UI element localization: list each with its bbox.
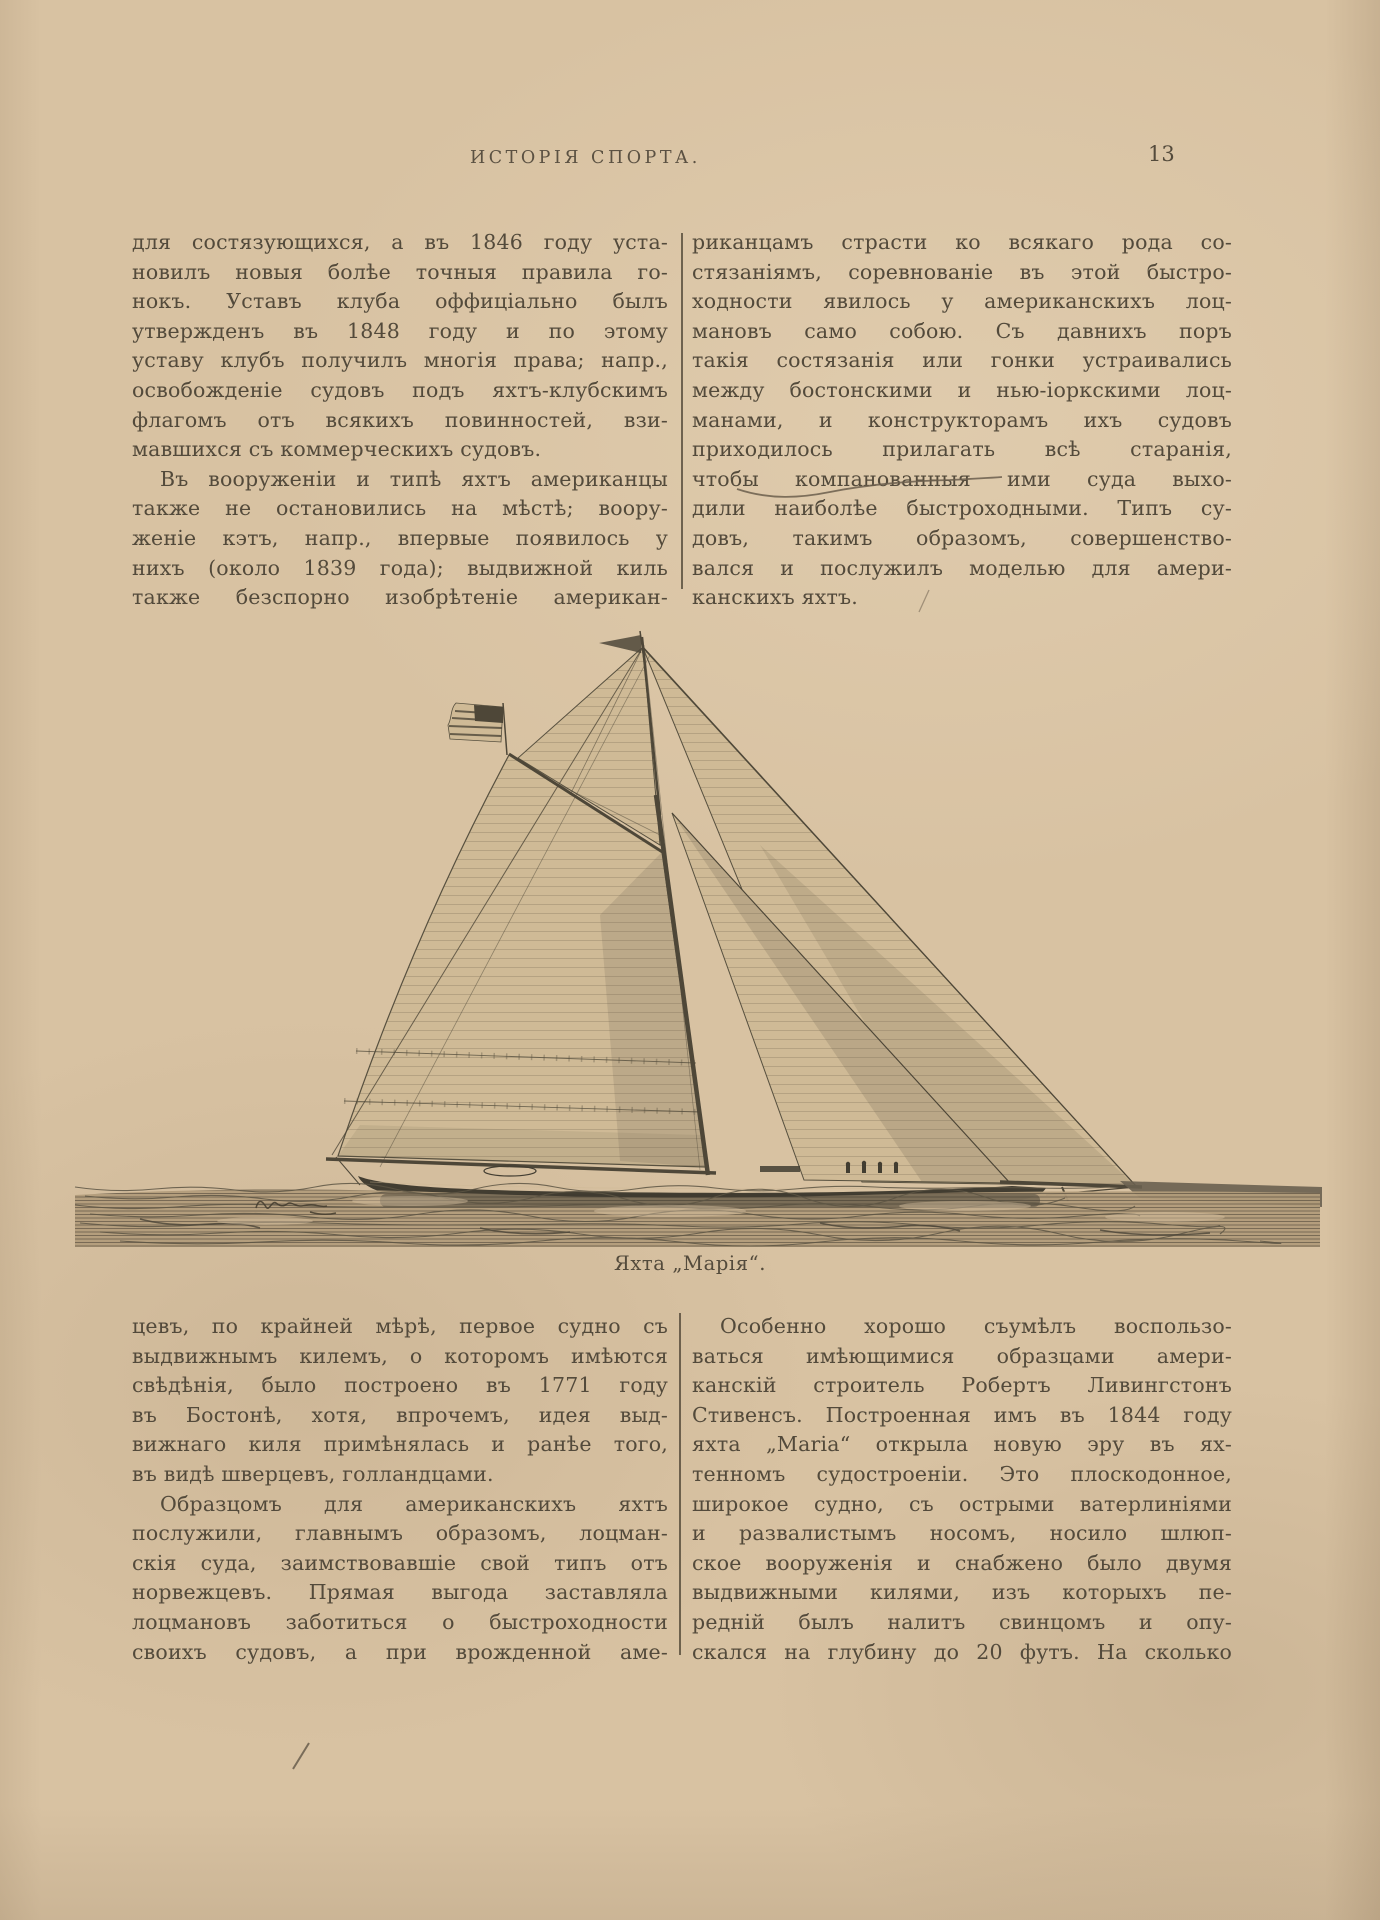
text-line: освобожденіе судовъ подъ яхтъ-клубскимъ xyxy=(132,377,668,402)
flag-canton xyxy=(474,705,503,723)
masthead-pennant-icon xyxy=(599,635,641,653)
text-line: канскихъ яхтъ. xyxy=(692,585,858,610)
text-line: свѣдѣнія, было построено въ 1771 году xyxy=(132,1373,668,1398)
text-line: довъ, такимъ образомъ, совершенство- xyxy=(692,525,1232,550)
text-line: вался и послужилъ моделью для амери- xyxy=(692,555,1232,580)
text-line: выдвижными килями, изъ которыхъ пе- xyxy=(692,1580,1232,1605)
text-line: послужили, главнымъ образомъ, лоцман- xyxy=(132,1521,668,1546)
text-line: дили наиболѣе быстроходными. Типъ су- xyxy=(692,496,1232,521)
text-line: скія суда, заимствовавшіе свой типъ отъ xyxy=(132,1550,668,1575)
text-line: лоцмановъ заботиться о быстроходности xyxy=(132,1609,668,1634)
text-line: чтобы компанованныя ими суда выхо- xyxy=(692,466,1232,491)
column-divider xyxy=(679,1313,681,1655)
text-line: ваться имѣющимися образцами амери- xyxy=(692,1343,1232,1368)
text-line: яхта „Maria“ открыла новую эру въ ях- xyxy=(692,1432,1232,1457)
figure-caption: Яхта „Марія“. xyxy=(613,1252,767,1275)
text-line: также не остановились на мѣстѣ; воору- xyxy=(132,496,668,521)
text-line: широкое судно, съ острыми ватерлиніями xyxy=(692,1491,1232,1516)
water xyxy=(75,1181,1322,1247)
text-line: своихъ судовъ, а при врожденной аме- xyxy=(132,1639,668,1664)
bottom-left-column xyxy=(132,1312,668,1667)
text-line: редній былъ налитъ свинцомъ и опу- xyxy=(692,1609,1232,1634)
text-line: канскій строитель Робертъ Ливингстонъ xyxy=(692,1373,1232,1398)
flag-staff xyxy=(503,703,507,755)
text-line: скался на глубину до 20 футъ. На сколько xyxy=(692,1639,1232,1664)
text-line: тенномъ судостроеніи. Это плоскодонное, xyxy=(692,1461,1232,1486)
text-line: нокъ. Уставъ клуба оффиціально былъ xyxy=(132,289,668,314)
text-line: стязаніямъ, соревнованіе въ этой быстро- xyxy=(692,259,1232,284)
text-line: женіе кэтъ, напр., впервые появилось у xyxy=(132,525,668,550)
text-line: въ видѣ шверцевъ, голландцами. xyxy=(132,1461,494,1486)
text-line: новилъ новыя болѣе точныя правила го- xyxy=(132,259,668,284)
bottom-right-column xyxy=(692,1312,1232,1667)
text-line: флагомъ отъ всякихъ повинностей, взи- xyxy=(132,407,668,432)
text-line: цевъ, по крайней мѣрѣ, первое судно съ xyxy=(132,1314,668,1338)
text-line: и развалистымъ носомъ, носило шлюп- xyxy=(692,1521,1232,1546)
deck-dinghy xyxy=(484,1166,536,1176)
text-line: такія состязанія или гонки устраивались xyxy=(692,348,1232,373)
text-line: ходности явилось у американскихъ лоц- xyxy=(692,289,1232,314)
text-line: мановъ само собою. Съ давнихъ поръ xyxy=(692,318,1232,343)
text-line: Образцомъ для американскихъ яхтъ xyxy=(160,1491,668,1516)
yacht-illustration xyxy=(60,495,1340,1265)
text-line: норвежцевъ. Прямая выгода заставляла xyxy=(132,1580,668,1605)
page-number: 13 xyxy=(1148,142,1175,166)
text-line: нихъ (около 1839 года); выдвижной киль xyxy=(132,555,668,580)
text-line: также безспорно изобрѣтеніе американ- xyxy=(132,585,668,610)
text-line: Въ вооруженіи и типѣ яхтъ американцы xyxy=(160,466,668,491)
text-line: приходилось прилагать всѣ старанія, xyxy=(692,437,1232,462)
text-line: мавшихся съ коммерческихъ судовъ. xyxy=(132,437,542,462)
text-line: выдвижнымъ килемъ, о которомъ имѣются xyxy=(132,1343,668,1368)
text-line: риканцамъ страсти ко всякаго рода со- xyxy=(692,230,1232,254)
text-line: въ Бостонѣ, хотя, впрочемъ, идея выд- xyxy=(132,1402,668,1427)
text-line: уставу клубъ получилъ многія права; напр., xyxy=(132,348,668,373)
running-header: ИСТОРІЯ СПОРТА. xyxy=(470,148,701,168)
text-line: Особенно хорошо съумѣлъ воспользо- xyxy=(720,1314,1232,1338)
deck-cabin xyxy=(760,1166,800,1172)
text-line: манами, и конструкторамъ ихъ судовъ xyxy=(692,407,1232,432)
text-line: ское вооруженія и снабжено было двумя xyxy=(692,1550,1232,1575)
text-line: для состязующихся, а въ 1846 году уста- xyxy=(132,230,668,254)
pen-mark-slash xyxy=(293,1743,309,1769)
text-line: между бостонскими и нью-іоркскими лоц- xyxy=(692,377,1232,402)
text-line: Стивенсъ. Построенная имъ въ 1844 году xyxy=(692,1402,1232,1427)
text-line: вижнаго киля примѣнялась и ранѣе того, xyxy=(132,1432,668,1457)
text-line: утвержденъ въ 1848 году и по этому xyxy=(132,318,668,343)
